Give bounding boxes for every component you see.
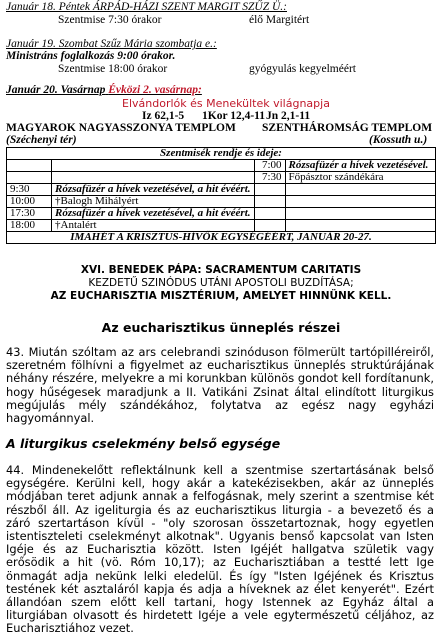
table-row [7,160,436,172]
jan19-intention: gyógyulás kegyelméért [249,63,356,75]
reading-3: Jn 2,1-11 [266,110,311,122]
mass-cell: †Balogh Mihályért [52,196,255,208]
jan19-heading: Január 19. Szombat Szűz Mária szombatja e.: [6,38,217,50]
jan19-mass: Szentmise 18:00 órakor [58,63,168,75]
jan20-theme: Elvándorlók és Menekültek világnapja [122,97,330,110]
mass-cell: Rózsafüzér a hívek vezetésével, a hit évéért. [52,184,255,196]
mass-cell: †Antalért [52,220,255,232]
time-cell: 7:00 [254,160,285,172]
church-left: MAGYAROK NAGYASSZONYA TEMPLOM [6,122,236,134]
paragraph-43: 43. Miután szóltam az ars celebrandi szinóduson fölmerült tartópilléreiről, szeretném fölhívni a figyelmet az eucharisztikus ünneplés struktúrájának néhány részére, melyekre a mi korunkban különös gondot kell fordítanunk, hogy hűségesek maradjunk a II. Vatikáni Zsinat által elindított liturgikus megújulás mély szándékához, folytatva az egész nagy egyházi hagyománnyal. [6,345,434,426]
section-title-parts: Az eucharisztikus ünneplés részei [101,320,341,335]
reading-1: Iz 62,1-5 [142,110,185,122]
jan20-heading [6,84,202,96]
table-row [7,196,436,208]
mass-cell: Rózsafüzér a hívek vezetésével, a hit évéért. [52,208,255,220]
jan18-intention: élő Margitért [249,14,310,26]
time-cell: 18:00 [7,220,52,232]
document-subtitle: KEZDETŰ SZINÓDUS UTÁNI APOSTOLI BUZDÍTÁSA; [88,277,354,289]
document-part: AZ EUCHARISZTIA MISZTÉRIUM, AMELYET HINNÜNK KELL. [50,290,392,302]
jan20-subtitle: Évközi 2. vasárnap: [108,84,202,96]
mass-cell: Főpásztor szándékára [285,172,435,184]
document-title: XVI. BENEDEK PÁPA: SACRAMENTUM CARITATIS [80,264,362,276]
reading-2: 1Kor 12,4-11 [202,110,266,122]
mass-cell: Rózsafüzér a hívek vezetésével. [285,160,435,172]
table-row [7,208,436,220]
time-cell: 9:30 [7,184,52,196]
church-right: SZENTHÁROMSÁG TEMPLOM [262,122,433,134]
jan18-heading: Január 18. Péntek ÁRPÁD-HÁZI SZENT MARGIT SZŰZ Ü.: [6,1,287,13]
table-title-row [7,148,436,160]
table-title: Szentmisék rendje és ideje: [7,148,436,160]
jan20-day: Január 20. Vasárnap [6,84,106,96]
time-cell: 7:30 [254,172,285,184]
table-row [7,184,436,196]
jan19-ministrant: Ministráns foglalkozás 9:00 órakor. [6,50,176,62]
jan18-mass: Szentmise 7:30 órakor [58,14,162,26]
table-row [7,232,436,244]
paragraph-44: 44. Mindenekelőtt reflektálnunk kell a szentmise szertartásának belső egységére. Kerülni kell, hogy akár a katekézisekben, akár az ünneplés módjában teret adjunk annak a felfogásnak, mely szerint a szentmise két részből áll. Az igeliturgia és az eucharisztikus liturgia - a bevezető és a záró szertartáson kívül - "oly szorosan összetartoznak, hogy egyetlen istentiszteleti cselekményt alkotnak". Ugyanis benső kapcsolat van Isten Igéje és az Eucharisztia között. Isten Igéjét hallgatva születik vagy erősödik a hit (vö. Róm 10,17); az Eucharisztiában a testté lett Ige önmagát adja nekünk lelki eledelül. És így "Isten Igéjének és Krisztus testének két asztaláról kapja és adja a híveknek az élet kenyerét". Ezért állandóan szem előtt kell tartani, hogy Istennek az Egyház által a liturgiában olvasott és hirdetett Igéje a vele egytermészetű céljához, az Eucharisztiához vezet. [6,463,434,636]
prayer-week: IMAHÉT A KRISZTUS-HÍVŐK EGYSÉGÉÉRT, JANUÁR 20-27. [7,232,436,244]
time-cell: 10:00 [7,196,52,208]
table-row [7,172,436,184]
mass-schedule-table [6,147,436,244]
place-right: (Kossuth u.) [369,134,428,146]
section-title-unity: A liturgikus cselekmény belső egysége [6,436,281,451]
place-left: (Széchenyi tér) [6,134,77,146]
time-cell: 17:30 [7,208,52,220]
table-row [7,220,436,232]
